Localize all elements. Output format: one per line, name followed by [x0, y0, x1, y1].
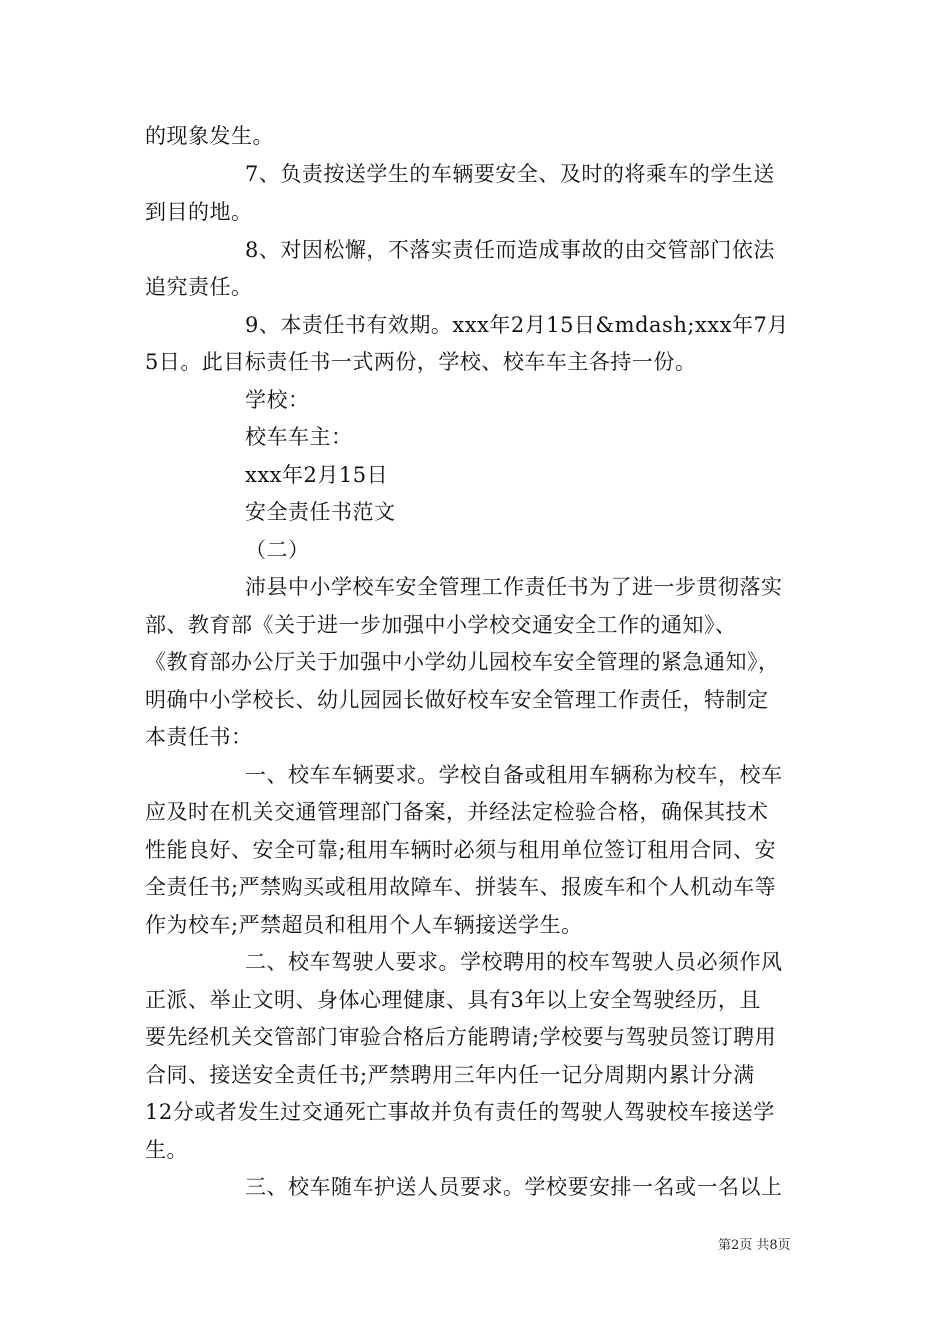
text-line: 5日。此目标责任书一式两份，学校、校车车主各持一份。 [145, 350, 697, 374]
text-line: 到目的地。 [145, 200, 253, 224]
text-line: 要先经机关交管部门审验合格后方能聘请;学校要与驾驶员签订聘用 [145, 1025, 777, 1049]
text-line: 合同、接送安全责任书;严禁聘用三年内任一记分周期内累计分满 [145, 1063, 755, 1087]
text-line: 本责任书： [145, 725, 253, 749]
text-line: 的现象发生。 [145, 124, 274, 148]
signature-date: xxx年2月15日 [245, 463, 389, 487]
text-line: 全责任书;严禁购买或租用故障车、拼装车、报废车和个人机动车等 [145, 875, 777, 899]
signature-owner-label: 校车车主： [245, 425, 353, 449]
text-line: 作为校车;严禁超员和租用个人车辆接送学生。 [145, 913, 583, 937]
text-line: 9、本责任书有效期。xxx年2月15日&mdash;xxx年7月 [245, 313, 789, 337]
signature-school-label: 学校： [245, 388, 310, 412]
text-line: 正派、举止文明、身体心理健康、具有3年以上安全驾驶经历，且 [145, 988, 761, 1012]
text-line: 三、校车随车护送人员要求。学校要安排一名或一名以上 [245, 1175, 783, 1199]
text-line: 部、教育部《关于进一步加强中小学校交通安全工作的通知》、 [145, 613, 737, 637]
text-line: 沛县中小学校车安全管理工作责任书为了进一步贯彻落实 [245, 575, 783, 599]
section-number: （二） [245, 538, 310, 562]
text-line: 生。 [145, 1138, 188, 1162]
text-line: 7、负责按送学生的车辆要安全、及时的将乘车的学生送 [245, 162, 775, 186]
text-line: 性能良好、安全可靠;租用车辆时必须与租用单位签订租用合同、安 [145, 838, 777, 862]
text-line: 《教育部办公厅关于加强中小学幼儿园校车安全管理的紧急通知》， [145, 650, 780, 674]
section-title: 安全责任书范文 [245, 500, 396, 524]
text-line: 8、对因松懈，不落实责任而造成事故的由交管部门依法 [245, 238, 775, 262]
text-line: 明确中小学校长、幼儿园园长做好校车安全管理工作责任，特制定 [145, 688, 769, 712]
text-line: 追究责任。 [145, 275, 253, 299]
text-line: 应及时在机关交通管理部门备案，并经法定检验合格，确保其技术 [145, 800, 769, 824]
text-line: 二、校车驾驶人要求。学校聘用的校车驾驶人员必须作风 [245, 950, 783, 974]
text-line: 一、校车车辆要求。学校自备或租用车辆称为校车，校车 [245, 763, 783, 787]
page-number: 第2页 共8页 [718, 1238, 791, 1253]
text-line: 12分或者发生过交通死亡事故并负有责任的驾驶人驾驶校车接送学 [145, 1100, 775, 1124]
